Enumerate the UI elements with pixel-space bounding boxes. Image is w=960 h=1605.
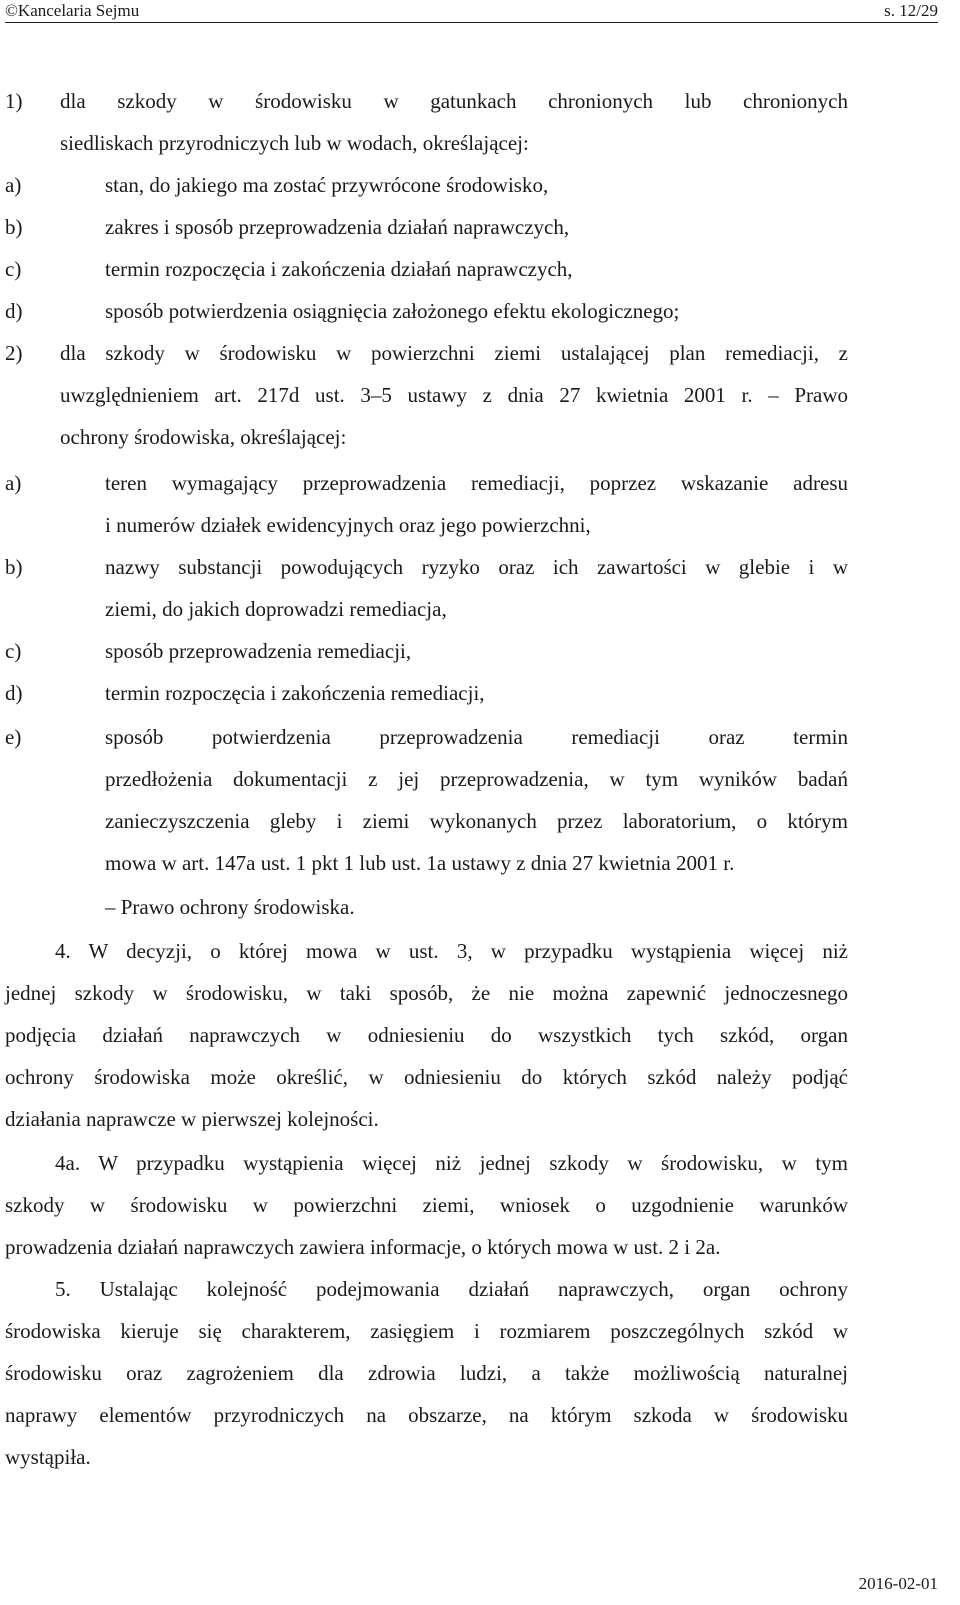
item-1-line: siedliskach przyrodniczych lub w wodach, określającej:	[60, 131, 529, 155]
paragraph-4-line: jednej szkody w środowisku, w taki sposób, że nie można zapewnić jednoczesnego	[5, 981, 848, 1005]
item-1d-line: sposób potwierdzenia osiągnięcia założonego efektu ekologicznego;	[105, 299, 680, 323]
item-1c-marker: c)	[5, 257, 22, 281]
paragraph-5-line: środowisku oraz zagrożeniem dla zdrowia ludzi, a także możliwością naturalnej	[5, 1361, 848, 1385]
item-2-line: uwzględnieniem art. 217d ust. 3–5 ustawy z dnia 27 kwietnia 2001 r. – Prawo	[60, 383, 848, 407]
item-1b-marker: b)	[5, 215, 23, 239]
paragraph-4a-line: prowadzenia działań naprawczych zawiera informacje, o których mowa w ust. 2 i 2a.	[5, 1235, 721, 1259]
item-2a-marker: a)	[5, 471, 22, 495]
paragraph-5-line: wystąpiła.	[5, 1445, 91, 1469]
item-1a-line: stan, do jakiego ma zostać przywrócone środowisko,	[105, 173, 549, 197]
item-2a-line: teren wymagający przeprowadzenia remediacji, poprzez wskazanie adresu	[105, 471, 848, 495]
item-1d-marker: d)	[5, 299, 23, 323]
header-copyright: ©Kancelaria Sejmu	[5, 1, 140, 20]
item-2e-line: sposób potwierdzenia przeprowadzenia remediacji oraz termin	[105, 725, 848, 749]
header-page-number: s. 12/29	[884, 1, 938, 20]
item-2c-line: sposób przeprowadzenia remediacji,	[105, 639, 412, 663]
footer-date: 2016-02-01	[858, 1574, 938, 1593]
paragraph-4-line: ochrony środowiska może określić, w odniesieniu do których szkód należy podjąć	[5, 1065, 848, 1089]
paragraph-5-line: środowiska kieruje się charakterem, zasięgiem i rozmiarem poszczególnych szkód w	[5, 1319, 848, 1343]
paragraph-4-line: działania naprawcze w pierwszej kolejności.	[5, 1107, 379, 1131]
item-2e-line: przedłożenia dokumentacji z jej przeprowadzenia, w tym wyników badań	[105, 767, 848, 791]
item-1a-marker: a)	[5, 173, 22, 197]
item-2c-marker: c)	[5, 639, 22, 663]
item-2-line: ochrony środowiska, określającej:	[60, 425, 347, 449]
item-1-marker: 1)	[5, 89, 23, 113]
paragraph-4a-line: szkody w środowisku w powierzchni ziemi, wniosek o uzgodnienie warunków	[5, 1193, 848, 1217]
item-2-line: dla szkody w środowisku w powierzchni ziemi ustalającej plan remediacji, z	[60, 341, 848, 365]
paragraph-4-line: podjęcia działań naprawczych w odniesieniu do wszystkich tych szkód, organ	[5, 1023, 848, 1047]
paragraph-4a-line: 4a. W przypadku wystąpienia więcej niż jednej szkody w środowisku, w tym	[55, 1151, 848, 1175]
paragraph-5-line: 5. Ustalając kolejność podejmowania działań naprawczych, organ ochrony	[55, 1277, 848, 1301]
item-2a-line: i numerów działek ewidencyjnych oraz jego powierzchni,	[105, 513, 591, 537]
item-1-line: dla szkody w środowisku w gatunkach chronionych lub chronionych	[60, 89, 848, 113]
paragraph-4-line: 4. W decyzji, o której mowa w ust. 3, w przypadku wystąpienia więcej niż	[55, 939, 848, 963]
item-2e-line: – Prawo ochrony środowiska.	[105, 895, 355, 919]
item-2e-line: zanieczyszczenia gleby i ziemi wykonanych przez laboratorium, o którym	[105, 809, 848, 833]
item-1b-line: zakres i sposób przeprowadzenia działań naprawczych,	[105, 215, 570, 239]
item-2b-line: ziemi, do jakich doprowadzi remediacja,	[105, 597, 447, 621]
item-2e-marker: e)	[5, 725, 22, 749]
item-2d-marker: d)	[5, 681, 23, 705]
item-2-marker: 2)	[5, 341, 23, 365]
item-2b-line: nazwy substancji powodujących ryzyko oraz ich zawartości w glebie i w	[105, 555, 848, 579]
item-2b-marker: b)	[5, 555, 23, 579]
header-rule	[5, 22, 938, 23]
item-2e-line: mowa w art. 147a ust. 1 pkt 1 lub ust. 1a ustawy z dnia 27 kwietnia 2001 r.	[105, 851, 735, 875]
item-1c-line: termin rozpoczęcia i zakończenia działań naprawczych,	[105, 257, 573, 281]
page-header	[0, 0, 960, 22]
paragraph-5-line: naprawy elementów przyrodniczych na obszarze, na którym szkoda w środowisku	[5, 1403, 848, 1427]
item-2d-line: termin rozpoczęcia i zakończenia remediacji,	[105, 681, 485, 705]
